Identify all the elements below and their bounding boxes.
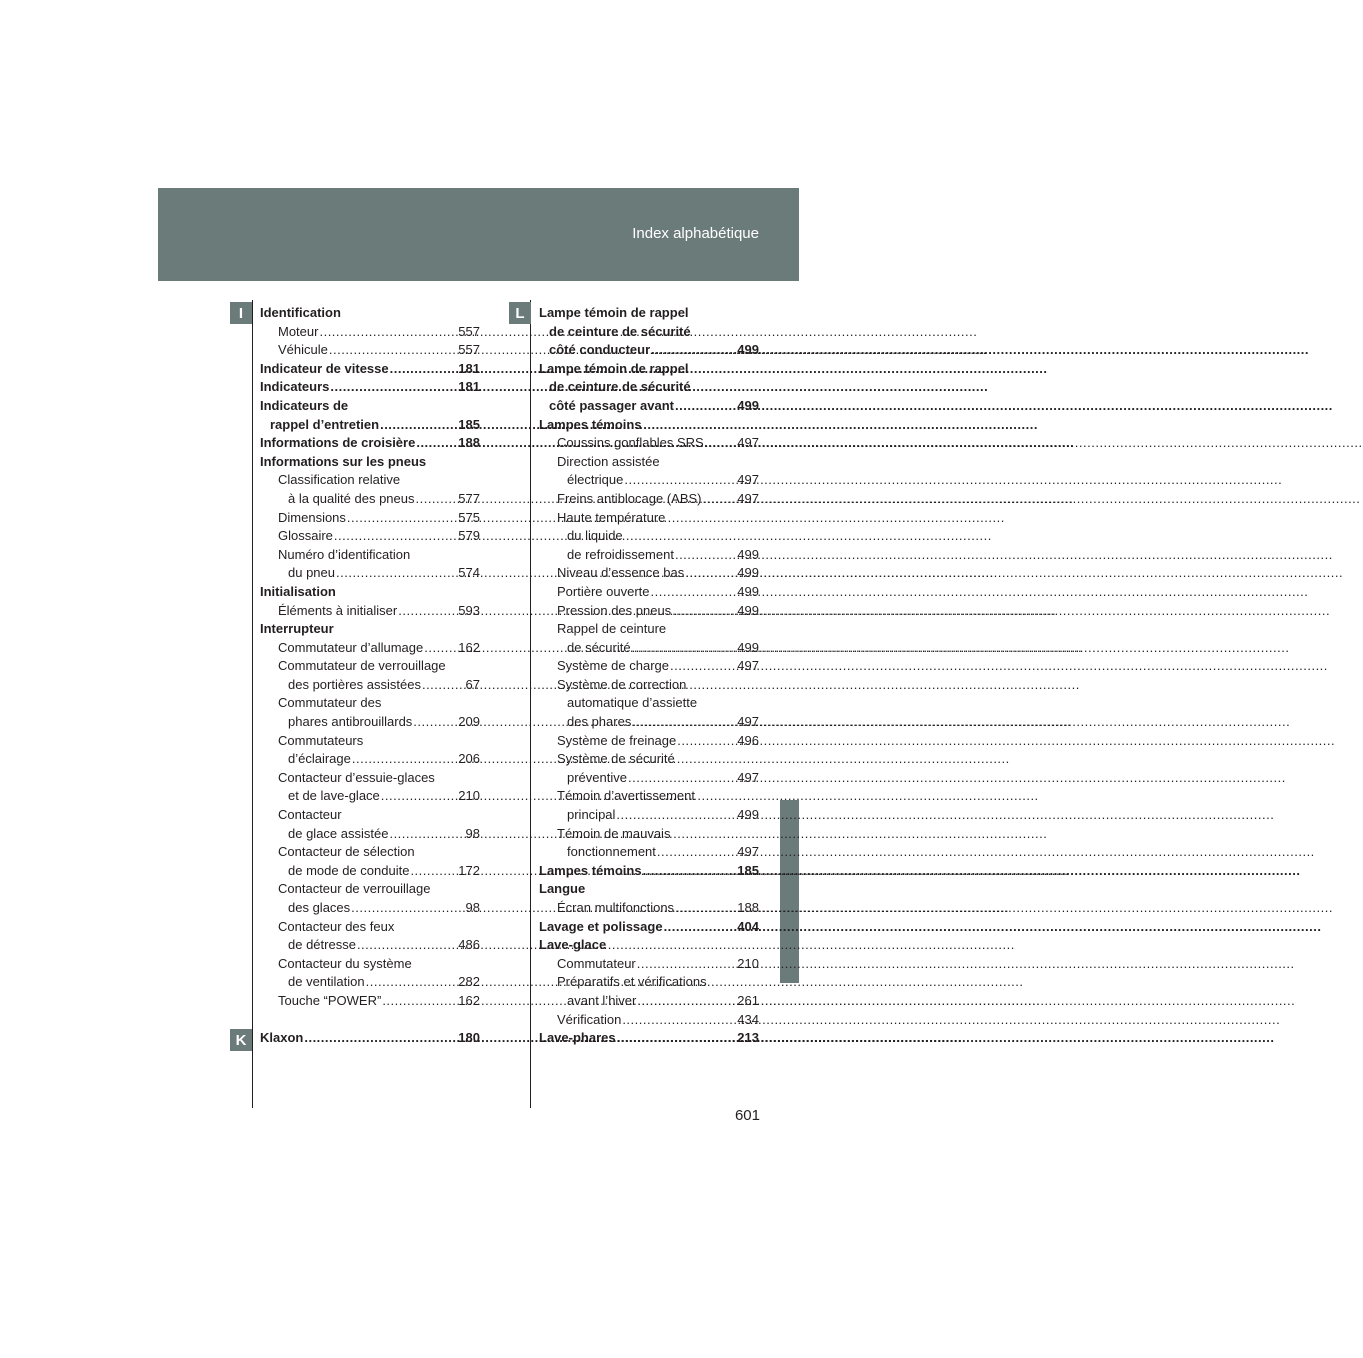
index-term: Écran multifonctions xyxy=(557,900,675,915)
index-entry xyxy=(539,490,759,509)
index-entry xyxy=(539,360,759,416)
index-line xyxy=(260,973,480,992)
index-term: de ventilation xyxy=(288,974,365,990)
index-entry xyxy=(539,620,759,657)
index-term: de détresse xyxy=(288,937,356,953)
index-term: Coussins gonflables SRS xyxy=(557,435,704,451)
index-term: Pression des pneus xyxy=(557,602,672,618)
page-reference: 185 xyxy=(737,862,759,878)
page-reference: 98 xyxy=(465,825,480,841)
index-line xyxy=(539,862,759,881)
dot-leader xyxy=(616,806,736,825)
header-title: Index alphabétique xyxy=(632,225,759,242)
page-reference: 579 xyxy=(458,528,480,544)
dot-leader xyxy=(675,899,736,918)
page-header xyxy=(158,188,799,281)
page-reference: 499 xyxy=(737,807,759,823)
dot-leader xyxy=(415,490,457,509)
index-entry xyxy=(539,918,759,937)
dot-leader xyxy=(675,546,736,565)
dot-leader xyxy=(643,862,737,881)
dot-leader xyxy=(624,471,736,490)
index-line xyxy=(539,732,759,751)
index-term: Système de sécurité xyxy=(557,751,675,767)
page-reference: 206 xyxy=(458,751,480,767)
index-entry xyxy=(539,657,759,676)
page-reference: 499 xyxy=(737,342,759,358)
index-line xyxy=(260,527,480,546)
index-entry xyxy=(539,880,759,899)
index-term: préventive xyxy=(567,769,627,785)
index-term: Commutateur d’allumage xyxy=(278,639,424,655)
page-reference: 557 xyxy=(458,342,480,358)
dot-leader xyxy=(675,397,736,416)
index-line xyxy=(260,490,480,509)
left-column-divider xyxy=(252,300,253,1108)
index-entry xyxy=(539,973,759,1010)
index-entry xyxy=(260,992,480,1011)
index-line xyxy=(539,769,759,788)
index-term: Lampe témoin de rappel xyxy=(539,360,689,376)
index-term: de ceinture de sécurité xyxy=(549,379,691,395)
index-term: Lave-phares xyxy=(539,1030,616,1046)
index-term: Indicateur de vitesse xyxy=(260,360,389,376)
index-entry xyxy=(539,899,759,918)
index-term: Lampes témoins xyxy=(539,416,642,432)
index-term: côté passager avant xyxy=(549,397,675,413)
page-number: 601 xyxy=(734,1107,760,1124)
index-term: Haute température xyxy=(557,509,666,525)
index-line xyxy=(260,899,480,918)
index-term: Klaxon xyxy=(260,1030,304,1046)
index-line xyxy=(260,434,480,453)
index-term: Préparatifs et vérifications xyxy=(557,974,707,990)
index-term: Commutateurs xyxy=(278,732,364,748)
index-line xyxy=(260,750,480,769)
page-reference: 496 xyxy=(737,732,759,748)
index-term: Système de freinage xyxy=(557,732,677,748)
index-term: d’éclairage xyxy=(288,751,351,767)
dot-leader xyxy=(416,434,457,453)
index-term: du liquide xyxy=(567,528,623,544)
page-reference: 188 xyxy=(737,900,759,915)
dot-leader xyxy=(628,769,736,788)
index-line xyxy=(260,564,480,583)
page-reference: 162 xyxy=(458,992,480,1008)
index-term: Contacteur du système xyxy=(278,955,412,971)
index-line xyxy=(539,657,759,676)
dot-leader xyxy=(637,992,736,1011)
index-entry xyxy=(260,806,480,843)
index-term: Indicateurs de xyxy=(260,397,349,413)
index-line xyxy=(539,490,759,509)
index-term: des phares xyxy=(567,714,632,730)
index-entry xyxy=(260,918,480,955)
dot-leader xyxy=(632,713,736,732)
index-entry xyxy=(539,955,759,974)
index-term: Témoin de mauvais xyxy=(557,825,671,841)
index-term: Touche “POWER” xyxy=(278,992,382,1008)
index-entry xyxy=(260,1011,480,1030)
index-entry xyxy=(260,546,480,583)
page-reference: 210 xyxy=(458,788,480,804)
index-line xyxy=(260,378,480,397)
dot-leader xyxy=(330,378,457,397)
index-entry xyxy=(260,657,480,694)
dot-leader xyxy=(390,360,458,379)
index-entry xyxy=(260,471,480,508)
index-term: Numéro d’identification xyxy=(278,546,411,562)
index-term: des portières assistées xyxy=(288,676,421,692)
page-reference: 180 xyxy=(458,1030,480,1046)
index-term: rappel d’entretien xyxy=(270,416,380,432)
index-entry xyxy=(539,564,759,583)
index-line xyxy=(260,787,480,806)
index-line xyxy=(260,509,480,528)
index-entry xyxy=(539,676,759,732)
page-reference: 499 xyxy=(737,546,759,562)
dot-leader xyxy=(381,787,458,806)
index-line xyxy=(539,1011,759,1030)
index-entry xyxy=(539,602,759,621)
index-column-left xyxy=(260,304,480,1048)
index-line xyxy=(539,639,759,658)
index-term: phares antibrouillards xyxy=(288,714,413,730)
index-entry xyxy=(539,732,759,751)
index-entry xyxy=(260,955,480,992)
index-term: de sécurité xyxy=(567,639,631,655)
page-reference: 593 xyxy=(458,602,480,618)
dot-leader xyxy=(398,602,457,621)
page-reference: 67 xyxy=(465,676,480,692)
index-line xyxy=(539,1029,759,1048)
index-entry xyxy=(539,304,759,360)
index-term: Rappel de ceinture xyxy=(557,621,667,637)
dot-leader xyxy=(334,527,457,546)
page-reference: 172 xyxy=(458,862,480,878)
index-term: Moteur xyxy=(278,323,319,339)
dot-leader xyxy=(651,583,737,602)
page-reference: 181 xyxy=(458,360,480,376)
index-term: fonctionnement xyxy=(567,844,656,860)
index-entry xyxy=(539,509,759,565)
dot-leader xyxy=(685,564,736,583)
index-term: de mode de conduite xyxy=(288,862,410,878)
index-entry xyxy=(260,583,480,602)
index-line xyxy=(260,602,480,621)
page-reference: 575 xyxy=(458,509,480,525)
section-letter-k: K xyxy=(230,1029,252,1051)
index-line xyxy=(260,360,480,379)
index-line xyxy=(539,602,759,621)
page-reference: 404 xyxy=(737,918,759,934)
index-entry xyxy=(260,527,480,546)
index-entry xyxy=(539,1011,759,1030)
dot-leader xyxy=(617,1029,737,1048)
index-term: Informations sur les pneus xyxy=(260,453,427,469)
page-reference: 577 xyxy=(458,490,480,506)
index-term: Éléments à initialiser xyxy=(278,602,398,618)
index-term: Contacteur d’essuie-glaces xyxy=(278,769,435,785)
index-term: principal xyxy=(567,807,616,823)
index-term: Contacteur xyxy=(278,807,342,823)
page-reference: 499 xyxy=(737,565,759,581)
index-term: Contacteur de sélection xyxy=(278,844,415,860)
index-term: Niveau d’essence bas xyxy=(557,565,685,581)
index-term: Témoin d’avertissement xyxy=(557,788,695,804)
index-entry xyxy=(260,323,480,342)
dot-leader xyxy=(677,732,736,751)
index-term: Commutateur xyxy=(557,955,636,971)
index-entry xyxy=(260,880,480,917)
index-entry xyxy=(260,843,480,880)
index-line xyxy=(539,899,759,918)
page-reference: 213 xyxy=(737,1030,759,1046)
index-entry xyxy=(260,732,480,769)
dot-leader xyxy=(705,434,737,453)
index-term: Vérification xyxy=(557,1011,622,1027)
index-term: côté conducteur xyxy=(549,342,651,358)
page-reference: 162 xyxy=(458,639,480,655)
index-entry xyxy=(260,360,480,379)
index-term: Lampes témoins xyxy=(539,862,642,878)
dot-leader xyxy=(664,918,737,937)
page-reference: 497 xyxy=(737,472,759,488)
index-line xyxy=(539,918,759,937)
index-term: Système de charge xyxy=(557,658,670,674)
dot-leader xyxy=(670,657,736,676)
dot-leader xyxy=(352,750,457,769)
index-line xyxy=(260,992,480,1011)
index-term: Identification xyxy=(260,305,341,320)
index-entry xyxy=(260,620,480,639)
index-entry xyxy=(260,639,480,658)
index-term: Système de correction xyxy=(557,676,687,692)
index-term: Véhicule xyxy=(278,342,328,358)
index-entry xyxy=(539,936,759,955)
index-term: Interrupteur xyxy=(260,621,334,637)
page-reference: 181 xyxy=(458,379,480,395)
page-reference: 497 xyxy=(737,714,759,730)
dot-leader xyxy=(651,341,736,360)
index-line xyxy=(260,1029,480,1048)
index-line xyxy=(539,583,759,602)
dot-leader xyxy=(389,825,464,844)
index-line xyxy=(260,416,480,435)
index-line xyxy=(260,639,480,658)
page-reference: 497 xyxy=(737,435,759,451)
index-entry xyxy=(539,1029,759,1048)
index-line xyxy=(539,806,759,825)
page-reference: 497 xyxy=(737,844,759,860)
index-term: Contacteur de verrouillage xyxy=(278,881,431,897)
index-term: Indicateurs xyxy=(260,379,330,395)
page-reference: 210 xyxy=(737,955,759,971)
index-term: des glaces xyxy=(288,900,351,915)
dot-leader xyxy=(637,955,737,974)
index-term: Informations de croisière xyxy=(260,435,416,451)
index-entry xyxy=(260,453,480,472)
page-reference: 98 xyxy=(465,900,480,915)
index-term: Direction assistée xyxy=(557,453,660,469)
index-line xyxy=(539,341,759,360)
index-term: du pneu xyxy=(288,565,335,581)
page-reference: 499 xyxy=(737,583,759,599)
index-line xyxy=(539,397,759,416)
index-term: Langue xyxy=(539,881,586,897)
section-letter-l: L xyxy=(509,302,531,324)
page-reference: 434 xyxy=(737,1011,759,1027)
index-entry xyxy=(539,453,759,490)
index-line xyxy=(260,862,480,881)
page-reference: 486 xyxy=(458,937,480,953)
index-term: Glossaire xyxy=(278,528,333,544)
index-line xyxy=(260,936,480,955)
page-reference: 497 xyxy=(737,769,759,785)
dot-leader xyxy=(329,341,457,360)
index-entry xyxy=(539,862,759,881)
section-letter-i: I xyxy=(230,302,252,324)
index-term xyxy=(260,1011,480,1030)
dot-leader xyxy=(657,843,736,862)
dot-leader xyxy=(703,490,737,509)
index-line xyxy=(260,825,480,844)
dot-leader xyxy=(357,936,457,955)
index-term: Commutateur des xyxy=(278,695,382,711)
dot-leader xyxy=(351,899,464,918)
index-term: Initialisation xyxy=(260,583,336,599)
dot-leader xyxy=(366,973,458,992)
dot-leader xyxy=(336,564,457,583)
index-entry xyxy=(539,750,759,787)
index-entry xyxy=(260,694,480,731)
index-entry xyxy=(260,378,480,397)
index-line xyxy=(260,323,480,342)
dot-leader xyxy=(672,602,736,621)
dot-leader xyxy=(622,1011,736,1030)
dot-leader xyxy=(424,639,457,658)
index-line xyxy=(539,564,759,583)
page-reference: 282 xyxy=(458,974,480,990)
index-entry xyxy=(260,397,480,434)
index-entry xyxy=(260,769,480,806)
page-reference: 499 xyxy=(737,397,759,413)
index-line xyxy=(539,713,759,732)
index-entry xyxy=(539,416,759,435)
index-term: Portière ouverte xyxy=(557,583,650,599)
page-reference: 499 xyxy=(737,602,759,618)
index-term: Contacteur des feux xyxy=(278,918,395,934)
index-column-right xyxy=(539,304,759,1048)
index-entry xyxy=(260,304,480,323)
index-term: de ceinture de sécurité xyxy=(549,323,691,339)
dot-leader xyxy=(410,862,457,881)
page-reference: 188 xyxy=(458,435,480,451)
page-reference: 261 xyxy=(737,992,759,1008)
index-term: avant l’hiver xyxy=(567,992,637,1008)
index-entry xyxy=(539,787,759,824)
dot-leader xyxy=(382,992,457,1011)
index-line xyxy=(539,546,759,565)
index-line xyxy=(260,341,480,360)
index-term: Commutateur de verrouillage xyxy=(278,658,446,674)
page-reference: 557 xyxy=(458,323,480,339)
index-term: de refroidissement xyxy=(567,546,674,562)
page-reference: 185 xyxy=(458,416,480,432)
page-reference: 497 xyxy=(737,490,759,506)
index-entry xyxy=(539,434,759,453)
dot-leader xyxy=(319,323,457,342)
index-term: Freins antiblocage (ABS) xyxy=(557,490,702,506)
index-term: automatique d’assiette xyxy=(567,695,698,711)
index-term: Lampe témoin de rappel xyxy=(539,305,689,320)
index-entry xyxy=(260,1029,480,1048)
index-line xyxy=(260,676,480,695)
index-term: électrique xyxy=(567,472,624,488)
index-entry xyxy=(539,583,759,602)
page-reference: 499 xyxy=(737,639,759,655)
index-line xyxy=(539,843,759,862)
index-term: Lavage et polissage xyxy=(539,918,663,934)
index-line xyxy=(539,992,759,1011)
index-term: à la qualité des pneus xyxy=(288,490,415,506)
index-term: de glace assistée xyxy=(288,825,389,841)
index-entry xyxy=(260,434,480,453)
dot-leader xyxy=(632,639,737,658)
dot-leader xyxy=(304,1029,457,1048)
index-term: et de lave-glace xyxy=(288,788,380,804)
page-reference: 497 xyxy=(737,658,759,674)
index-entry xyxy=(260,341,480,360)
dot-leader xyxy=(413,713,457,732)
index-entry xyxy=(260,509,480,528)
index-term: Dimensions xyxy=(278,509,346,525)
dot-leader xyxy=(380,416,457,435)
index-line xyxy=(539,434,759,453)
dot-leader xyxy=(347,509,457,528)
index-line xyxy=(539,955,759,974)
index-term: Classification relative xyxy=(278,472,401,488)
index-line xyxy=(260,713,480,732)
dot-leader xyxy=(422,676,465,695)
page-reference: 574 xyxy=(458,565,480,581)
page-reference: 209 xyxy=(458,714,480,730)
index-entry xyxy=(539,825,759,862)
index-line xyxy=(539,471,759,490)
index-entry xyxy=(260,602,480,621)
index-term: Lave-glace xyxy=(539,937,607,953)
